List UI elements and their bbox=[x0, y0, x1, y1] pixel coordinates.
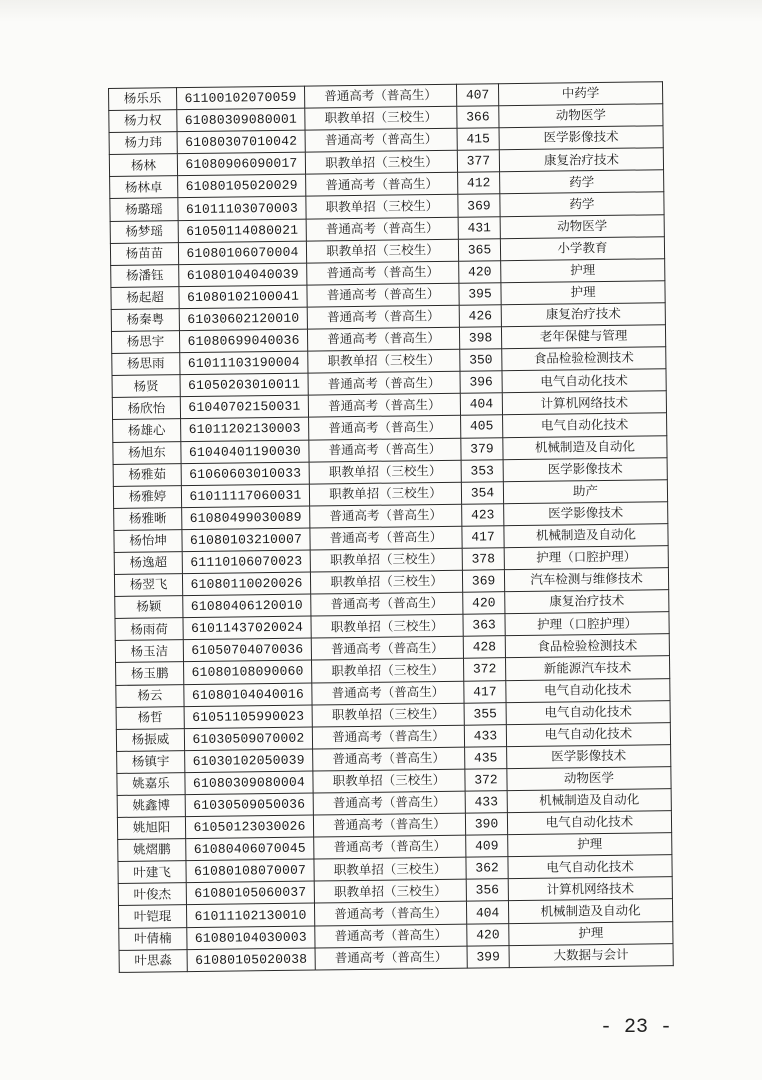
exam-number-cell: 61080105060037 bbox=[186, 881, 314, 905]
admission-type-cell: 普通高考（普高生） bbox=[315, 924, 467, 948]
admission-type-cell: 普通高考（普高生） bbox=[306, 173, 458, 197]
exam-number-cell: 61030509050036 bbox=[185, 793, 313, 817]
student-name-cell: 杨雅茹 bbox=[113, 463, 181, 486]
score-cell: 395 bbox=[459, 283, 501, 306]
major-cell: 康复治疗技术 bbox=[499, 148, 663, 172]
exam-number-cell: 61030102050039 bbox=[185, 749, 313, 773]
major-cell: 康复治疗技术 bbox=[501, 303, 665, 327]
admission-type-cell: 普通高考（普高生） bbox=[312, 681, 464, 705]
exam-number-cell: 61030509070002 bbox=[184, 727, 312, 751]
score-cell: 426 bbox=[459, 305, 501, 328]
score-cell: 366 bbox=[457, 106, 499, 129]
score-cell: 379 bbox=[461, 437, 503, 460]
major-cell: 动物医学 bbox=[507, 767, 671, 791]
student-name-cell: 杨振威 bbox=[116, 728, 184, 751]
student-name-cell: 杨璐瑶 bbox=[110, 198, 178, 221]
admission-type-cell: 普通高考（普高生） bbox=[308, 394, 460, 418]
admission-type-cell: 普通高考（普高生） bbox=[311, 592, 463, 616]
student-name-cell: 杨逸超 bbox=[114, 552, 182, 575]
score-cell: 428 bbox=[463, 636, 505, 659]
student-name-cell: 杨雄心 bbox=[113, 419, 181, 442]
score-cell: 369 bbox=[462, 570, 504, 593]
student-name-cell: 杨颖 bbox=[115, 596, 183, 619]
student-name-cell: 姚旭阳 bbox=[117, 817, 185, 840]
major-cell: 计算机网络技术 bbox=[502, 391, 666, 415]
score-cell: 417 bbox=[464, 680, 506, 703]
score-cell: 415 bbox=[457, 128, 499, 151]
admission-type-cell: 职教单招（三校生） bbox=[312, 659, 464, 683]
admission-type-cell: 职教单招（三校生） bbox=[305, 151, 457, 175]
student-name-cell: 叶建飞 bbox=[118, 861, 186, 884]
student-name-cell: 杨思宇 bbox=[111, 331, 179, 354]
score-cell: 423 bbox=[462, 503, 504, 526]
major-cell: 计算机网络技术 bbox=[508, 877, 672, 901]
major-cell: 老年保健与管理 bbox=[501, 325, 665, 349]
exam-number-cell: 61080104030003 bbox=[187, 926, 315, 950]
major-cell: 电气自动化技术 bbox=[503, 413, 667, 437]
student-name-cell: 杨玉洁 bbox=[115, 640, 183, 663]
exam-number-cell: 61080406070045 bbox=[186, 837, 314, 861]
exam-number-cell: 61080105020029 bbox=[178, 174, 306, 198]
score-cell: 404 bbox=[466, 901, 508, 924]
admission-type-cell: 职教单招（三校生） bbox=[308, 349, 460, 373]
exam-number-cell: 61080102100041 bbox=[179, 285, 307, 309]
student-name-cell: 杨雅晰 bbox=[114, 507, 182, 530]
student-name-cell: 杨思雨 bbox=[112, 353, 180, 376]
score-cell: 407 bbox=[456, 84, 498, 107]
student-name-cell: 杨云 bbox=[116, 684, 184, 707]
student-name-cell: 姚嘉乐 bbox=[117, 773, 185, 796]
admission-type-cell: 职教单招（三校生） bbox=[305, 106, 457, 130]
score-cell: 409 bbox=[466, 835, 508, 858]
exam-number-cell: 61050704070036 bbox=[183, 638, 311, 662]
student-name-cell: 杨力玮 bbox=[109, 132, 177, 155]
admission-type-cell: 职教单招（三校生） bbox=[309, 482, 461, 506]
student-name-cell: 杨潘钰 bbox=[111, 264, 179, 287]
admission-type-cell: 普通高考（普高生） bbox=[310, 504, 462, 528]
major-cell: 护理 bbox=[501, 258, 665, 282]
student-name-cell: 姚熠鹏 bbox=[118, 839, 186, 862]
major-cell: 康复治疗技术 bbox=[505, 590, 669, 614]
exam-number-cell: 61080108090060 bbox=[184, 660, 312, 684]
admission-type-cell: 职教单招（三校生） bbox=[314, 857, 466, 881]
score-cell: 420 bbox=[459, 260, 501, 283]
major-cell: 护理 bbox=[508, 833, 672, 857]
admission-type-cell: 职教单招（三校生） bbox=[312, 703, 464, 727]
major-cell: 汽车检测与维修技术 bbox=[504, 568, 668, 592]
admission-type-cell: 普通高考（普高生） bbox=[313, 791, 465, 815]
score-cell: 433 bbox=[464, 724, 506, 747]
exam-number-cell: 61011117060031 bbox=[181, 484, 309, 508]
major-cell: 电气自动化技术 bbox=[502, 369, 666, 393]
admission-type-cell: 普通高考（普高生） bbox=[307, 327, 459, 351]
score-cell: 399 bbox=[467, 945, 509, 968]
exam-number-cell: 61040702150031 bbox=[180, 395, 308, 419]
exam-number-cell: 61080103210007 bbox=[182, 528, 310, 552]
student-name-cell: 叶思淼 bbox=[119, 949, 187, 972]
exam-number-cell: 61080699040036 bbox=[179, 329, 307, 353]
exam-number-cell: 61080307010042 bbox=[177, 130, 305, 154]
score-cell: 365 bbox=[458, 238, 500, 261]
admission-type-cell: 普通高考（普高生） bbox=[304, 84, 456, 108]
major-cell: 新能源汽车技术 bbox=[505, 656, 669, 680]
admission-type-cell: 职教单招（三校生） bbox=[309, 460, 461, 484]
student-name-cell: 杨雅婷 bbox=[113, 485, 181, 508]
major-cell: 医学影像技术 bbox=[503, 457, 667, 481]
major-cell: 食品检验检测技术 bbox=[505, 634, 669, 658]
major-cell: 动物医学 bbox=[499, 104, 663, 128]
major-cell: 电气自动化技术 bbox=[506, 700, 670, 724]
student-name-cell: 杨翌飞 bbox=[114, 574, 182, 597]
major-cell: 食品检验检测技术 bbox=[502, 347, 666, 371]
exam-number-cell: 61110106070023 bbox=[182, 550, 310, 574]
student-name-cell: 杨贤 bbox=[112, 375, 180, 398]
admission-type-cell: 普通高考（普高生） bbox=[309, 438, 461, 462]
student-name-cell: 杨起超 bbox=[111, 286, 179, 309]
exam-number-cell: 61080104040016 bbox=[184, 683, 312, 707]
major-cell: 助产 bbox=[503, 479, 667, 503]
student-name-cell: 杨秦粤 bbox=[111, 309, 179, 332]
major-cell: 机械制造及自动化 bbox=[508, 899, 672, 923]
student-name-cell: 杨哲 bbox=[116, 706, 184, 729]
exam-number-cell: 61050203010011 bbox=[180, 373, 308, 397]
score-cell: 420 bbox=[467, 923, 509, 946]
exam-number-cell: 61080105020038 bbox=[187, 948, 315, 972]
score-cell: 369 bbox=[458, 194, 500, 217]
exam-number-cell: 61030602120010 bbox=[179, 307, 307, 331]
score-cell: 405 bbox=[461, 415, 503, 438]
exam-number-cell: 61011202130003 bbox=[181, 417, 309, 441]
exam-number-cell: 61080309080004 bbox=[185, 771, 313, 795]
exam-number-cell: 61040401190030 bbox=[181, 440, 309, 464]
score-cell: 356 bbox=[466, 879, 508, 902]
admission-list bbox=[108, 81, 673, 972]
major-cell: 电气自动化技术 bbox=[507, 811, 671, 835]
score-cell: 435 bbox=[465, 746, 507, 769]
major-cell: 药学 bbox=[500, 192, 664, 216]
major-cell: 机械制造及自动化 bbox=[504, 524, 668, 548]
admission-type-cell: 职教单招（三校生） bbox=[311, 614, 463, 638]
admission-type-cell: 普通高考（普高生） bbox=[311, 637, 463, 661]
exam-number-cell: 61011103190004 bbox=[180, 351, 308, 375]
admission-type-cell: 普通高考（普高生） bbox=[312, 725, 464, 749]
major-cell: 机械制造及自动化 bbox=[507, 789, 671, 813]
score-cell: 420 bbox=[463, 592, 505, 615]
score-cell: 398 bbox=[459, 327, 501, 350]
exam-number-cell: 61080309080001 bbox=[177, 108, 305, 132]
major-cell: 护理（口腔护理） bbox=[505, 612, 669, 636]
score-cell: 354 bbox=[461, 481, 503, 504]
major-cell: 电气自动化技术 bbox=[506, 722, 670, 746]
admission-table bbox=[108, 81, 674, 972]
admission-type-cell: 职教单招（三校生） bbox=[306, 195, 458, 219]
major-cell: 医学影像技术 bbox=[507, 744, 671, 768]
exam-number-cell: 61100102070059 bbox=[177, 86, 305, 110]
major-cell: 机械制造及自动化 bbox=[503, 435, 667, 459]
student-name-cell: 杨镇宇 bbox=[117, 750, 185, 773]
major-cell: 电气自动化技术 bbox=[506, 678, 670, 702]
score-cell: 412 bbox=[458, 172, 500, 195]
student-name-cell: 杨林卓 bbox=[110, 176, 178, 199]
major-cell: 中药学 bbox=[498, 82, 662, 106]
major-cell: 护理 bbox=[501, 281, 665, 305]
page-number: - 23 - bbox=[600, 1016, 673, 1039]
student-name-cell: 杨力权 bbox=[109, 110, 177, 133]
major-cell: 电气自动化技术 bbox=[508, 855, 672, 879]
admission-type-cell: 职教单招（三校生） bbox=[314, 880, 466, 904]
exam-number-cell: 61080104040039 bbox=[179, 263, 307, 287]
exam-number-cell: 61051105990023 bbox=[184, 705, 312, 729]
scan-top-shadow bbox=[0, 0, 762, 22]
exam-number-cell: 61080906090017 bbox=[177, 152, 305, 176]
admission-type-cell: 职教单招（三校生） bbox=[306, 239, 458, 263]
student-name-cell: 杨雨荷 bbox=[115, 618, 183, 641]
major-cell: 药学 bbox=[500, 170, 664, 194]
score-cell: 363 bbox=[463, 614, 505, 637]
student-name-cell: 杨玉鹏 bbox=[116, 662, 184, 685]
exam-number-cell: 61080108070007 bbox=[186, 859, 314, 883]
major-cell: 护理（口腔护理） bbox=[504, 546, 668, 570]
admission-table-body bbox=[109, 82, 674, 972]
admission-type-cell: 普通高考（普高生） bbox=[309, 416, 461, 440]
student-name-cell: 杨梦瑶 bbox=[110, 220, 178, 243]
student-name-cell: 杨欣怡 bbox=[112, 397, 180, 420]
admission-type-cell: 普通高考（普高生） bbox=[313, 813, 465, 837]
major-cell: 医学影像技术 bbox=[499, 126, 663, 150]
student-name-cell: 杨旭东 bbox=[113, 441, 181, 464]
admission-type-cell: 普通高考（普高生） bbox=[314, 902, 466, 926]
score-cell: 417 bbox=[462, 526, 504, 549]
student-name-cell: 姚鑫博 bbox=[117, 795, 185, 818]
exam-number-cell: 61011437020024 bbox=[183, 616, 311, 640]
exam-number-cell: 61060603010033 bbox=[181, 462, 309, 486]
student-name-cell: 叶倩楠 bbox=[119, 927, 187, 950]
score-cell: 396 bbox=[460, 371, 502, 394]
admission-type-cell: 普通高考（普高生） bbox=[313, 747, 465, 771]
exam-number-cell: 61080110020026 bbox=[182, 572, 310, 596]
score-cell: 372 bbox=[465, 769, 507, 792]
score-cell: 372 bbox=[463, 658, 505, 681]
student-name-cell: 杨乐乐 bbox=[109, 88, 177, 111]
exam-number-cell: 61080406120010 bbox=[183, 594, 311, 618]
score-cell: 353 bbox=[461, 459, 503, 482]
exam-number-cell: 61011102130010 bbox=[186, 904, 314, 928]
exam-number-cell: 61080499030089 bbox=[182, 506, 310, 530]
major-cell: 护理 bbox=[509, 921, 673, 945]
admission-type-cell: 普通高考（普高生） bbox=[305, 128, 457, 152]
exam-number-cell: 61050114080021 bbox=[178, 219, 306, 243]
student-name-cell: 叶俊杰 bbox=[118, 883, 186, 906]
major-cell: 医学影像技术 bbox=[504, 501, 668, 525]
admission-type-cell: 职教单招（三校生） bbox=[310, 548, 462, 572]
exam-number-cell: 61080106070004 bbox=[178, 241, 306, 265]
exam-number-cell: 61011103070003 bbox=[178, 197, 306, 221]
admission-type-cell: 职教单招（三校生） bbox=[313, 769, 465, 793]
exam-number-cell: 61050123030026 bbox=[185, 815, 313, 839]
score-cell: 362 bbox=[466, 857, 508, 880]
score-cell: 404 bbox=[460, 393, 502, 416]
major-cell: 大数据与会计 bbox=[509, 943, 673, 967]
score-cell: 433 bbox=[465, 791, 507, 814]
admission-type-cell: 普通高考（普高生） bbox=[315, 946, 467, 970]
score-cell: 350 bbox=[460, 349, 502, 372]
score-cell: 390 bbox=[465, 813, 507, 836]
student-name-cell: 杨林 bbox=[109, 154, 177, 177]
score-cell: 378 bbox=[462, 548, 504, 571]
admission-type-cell: 普通高考（普高生） bbox=[307, 305, 459, 329]
major-cell: 动物医学 bbox=[500, 214, 664, 238]
admission-type-cell: 普通高考（普高生） bbox=[307, 283, 459, 307]
admission-type-cell: 普通高考（普高生） bbox=[308, 371, 460, 395]
admission-type-cell: 普通高考（普高生） bbox=[306, 217, 458, 241]
score-cell: 431 bbox=[458, 216, 500, 239]
score-cell: 377 bbox=[457, 150, 499, 173]
student-name-cell: 杨苗苗 bbox=[110, 242, 178, 265]
major-cell: 小学教育 bbox=[500, 236, 664, 260]
admission-type-cell: 普通高考（普高生） bbox=[310, 526, 462, 550]
admission-type-cell: 普通高考（普高生） bbox=[314, 835, 466, 859]
score-cell: 355 bbox=[464, 702, 506, 725]
student-name-cell: 杨怡坤 bbox=[114, 530, 182, 553]
student-name-cell: 叶铠琨 bbox=[118, 905, 186, 928]
admission-type-cell: 职教单招（三校生） bbox=[310, 570, 462, 594]
admission-type-cell: 普通高考（普高生） bbox=[307, 261, 459, 285]
